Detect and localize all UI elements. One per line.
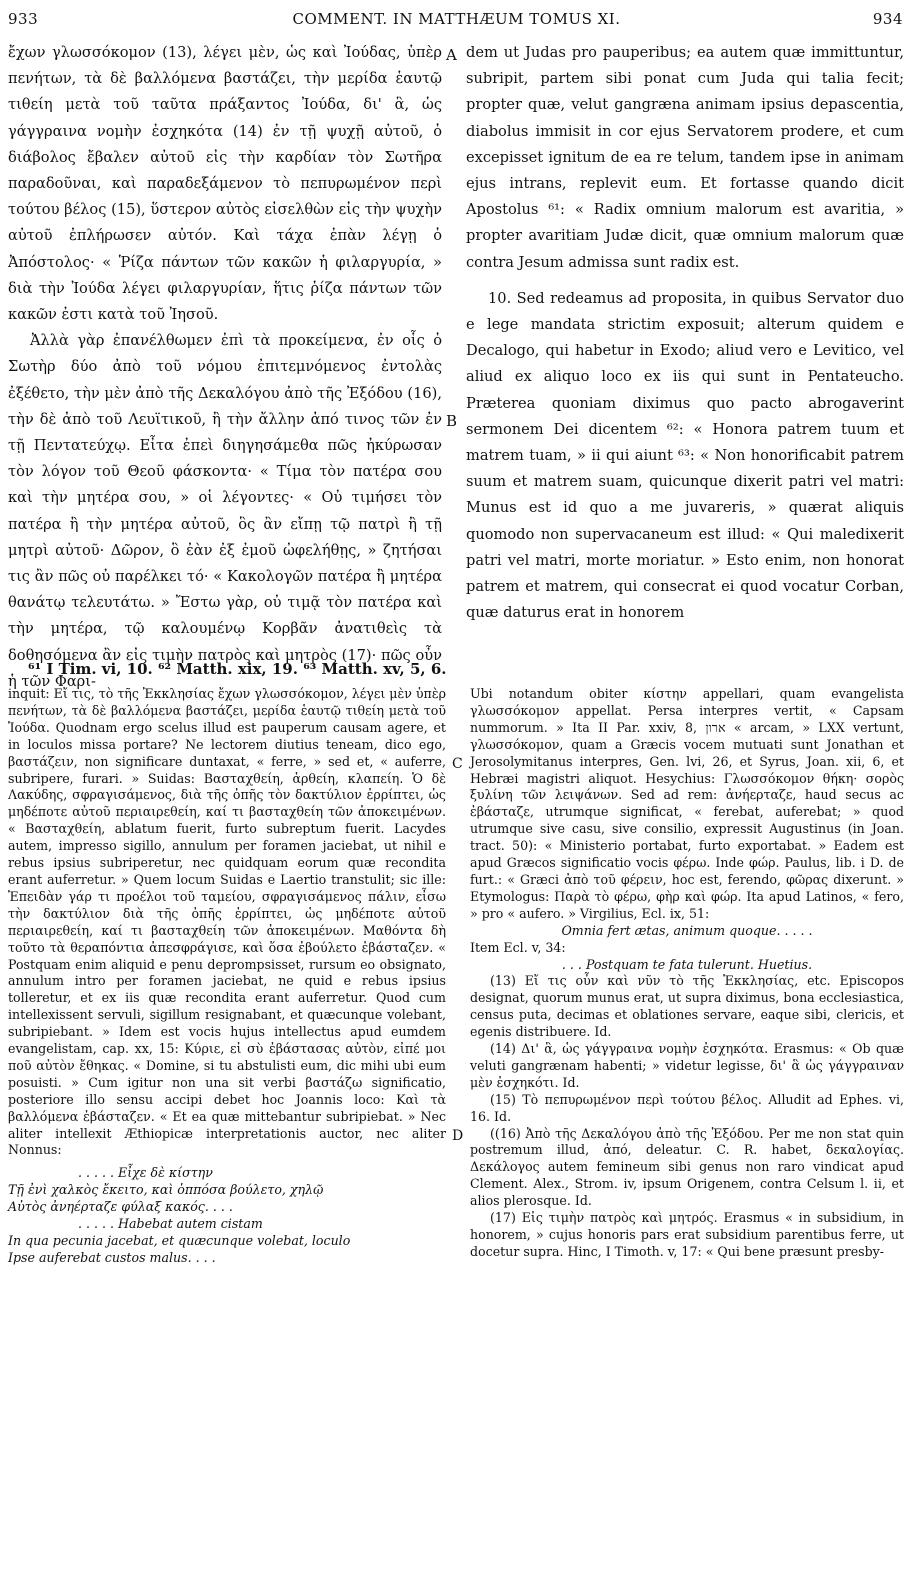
- verse-line: Τῇ ἐνὶ χαλκὸς ἔκειτο, καὶ ὁππόσα βούλετο, χηλῷ: [8, 1182, 324, 1198]
- page-number-left: 933: [8, 10, 39, 28]
- margin-marker-c: C: [452, 756, 463, 772]
- note-paragraph: inquit: Εἴ τις, τὸ τῆς Ἐκκλησίας ἔχων γλωσσόκομον, λέγει μὲν ὑπὲρ πενήτων, τὰ δὲ βαλλόμενα βαστάζει, μερίδα ἑαυτῷ τιθείη μετὰ τοῦ Ἰούδα. Quodnam ergo scelus illud est pauperum causam agere, et in loculos missa portare? Ne lectorem diutius teneam, dico ego, βαστάζειν, non significare duntaxat, « ferre, » sed et, « auferre, subripere, furari. » Suidas: Βασταχθείη, ἀρθείη, κλαπείη. Ὁ δὲ Λακύδης, σφραγισάμενος, διὰ τῆς ὀπῆς τὸν δακτύλιον ἐρρίπτει, ὡς μηδέποτε αὐτοῦ περιαιρεθείη, καί τι βασταχθείη τῶν ἀποκειμένων. « Βασταχθείη, ablatum fuerit, furto subreptum fuerit. Lacydes autem, impresso sigillo, annulum per foramen jaciebat, ut nihil e rebus ipsius subriperetur, nec quidquam eorum quæ recondita erant auferretur. » Quem locum Suidas e Laertio transtulit; sic ille: Ἐπειδὰν γάρ τι προέλοι τοῦ ταμείου, σφραγισάμενος πάλιν, εἶσω τὴν δακτύλιον διὰ τῆς ὀπῆς ἐρρίπτει, ὡς μηδέποτε αὐτοῦ περιαιρεθείη, καί τι βασταχθείη τῶν ἀποκειμένων. Μαθόντα δὴ τοῦτο τὰ θεραπόντια ἀπεσφράγισε, καὶ ὅσα ἐβούλετο ἐβάσταζεν. « Postquam enim aliquid e penu deprompsisset, rursum eo obsignato, annulum intro per foramen jaciebat, ne quid e rebus ipsius tolleretur, et ex iis quæ recondita erant auferretur. Quod cum intellexissent servuli, sigillum resignabant, et quæcunque volebant, subripiebant. » Idem est vocis hujus intellectus apud eumdem evangelistam, cap. xx, 15: Κύριε, εἰ σὺ ἐβάστασας αὐτὸν, εἰπέ μοι ποῦ αὐτὸν ἔθηκας. « Domine, si tu abstulisti eum, dic mihi ubi eum posuisti. » Cum igitur non una sit verbi βαστάζω significatio, posteriore illo sensu accipi debet hoc Joannis loco: Καὶ τὰ βαλλόμενα ἐβάσταζεν. « Et ea quæ mittebantur subripiebat. » Nec aliter intellexit Æthiopicæ interpretationis auctor, nec aliter Nonnus:: [8, 686, 446, 1158]
- note-paragraph: ((16) Ἀπὸ τῆς Δεκαλόγου ἀπὸ τῆς Ἐξόδου. Per me non stat quin postremum illud, ἀπό, deleatur. C. R. habet, δεκαλογίας. Δεκάλογος autem femineum sibi genus non raro vindicat apud Clement. Alex., Strom. iv, ipsum Origenem, contra Celsum l. ii, et alios plerosque. Id.: [470, 1125, 904, 1209]
- verse-intro: . . . . . Habebat autem cistam: [78, 1216, 263, 1232]
- verse-line: Ipse auferebat custos malus. . . .: [8, 1249, 216, 1265]
- note-paragraph: (17) Εἰς τιμὴν πατρὸς καὶ μητρός. Erasmus « in subsidium, in honorem, » cujus honoris pars erat subsidium parentibus ferre, ut docetur supra. Hinc, I Timoth. v, 17: « Qui bene præsunt presby-: [470, 1210, 904, 1259]
- notes-column-right: [470, 686, 904, 1261]
- margin-marker-b: B: [446, 412, 458, 430]
- notes-column-left: [8, 686, 446, 1267]
- scripture-footnotes: ⁶¹ I Tim. vi, 10. ⁶² Matth. xix, 19. ⁶³ Matth. xv, 5, 6.: [28, 660, 447, 678]
- note-paragraph: (13) Εἴ τις οὖν καὶ νῦν τὸ τῆς Ἐκκλησίας, etc. Episcopos designat, quorum munus erat, ut supra diximus, bona ecclesiastica, census puta, decimas et oblationes servare, eaque sibi, clericis, et egenis distribuere. Id.: [470, 973, 904, 1040]
- verse-line: Αὐτὸς ἀνηέρταζε φύλαξ κακός. . . .: [8, 1199, 233, 1215]
- note-text: Item Ecl. v, 34:: [470, 939, 566, 955]
- running-title: COMMENT. IN MATTHÆUM TOMUS XI.: [292, 10, 621, 28]
- page-header: [0, 10, 913, 32]
- verse-line: Omnia fert ætas, animum quoque. . . . .: [561, 922, 813, 938]
- note-paragraph: (15) Τὸ πεπυρωμένον περὶ τούτου βέλος. Alludit ad Ephes. vi, 16. Id.: [470, 1091, 904, 1124]
- note-paragraph: Ubi notandum obiter κίστην appellari, quam evangelista γλωσσόκομον appellat. Persa interpres vertit, « Capsam nummorum. » Ita II Par. xxiv, 8, ארון « arcam, » LXX vertunt, γλωσσόκομον, quam a Græcis vocem mutuati sunt Jonathan et Jerosolymitanus interpres, Gen. lvi, 26, et Syrus, Joan. xii, 6, et Hebræi magistri aliquot. Hesychius: Γλωσσόκομον θήκη· σορὸς ξυλίνη τῶν λειψάνων. Sed ad rem: ἀνήερταζε, haud secus ac ἐβάσταζε, utrumque significat, « ferebat, auferebat; » quod utrumque sive casu, sive consilio, expressit Augustinus (in Joan. tract. 50): « Ministerio portabat, furto exportabat. » Eadem est apud Græcos significatio vocis φέρω. Inde φώρ. Paulus, lib. i D. de furt.: « Græci ἀπὸ τοῦ φέρειν, hoc est, ferendo, φῶρας dixerunt. » Etymologus: Παρὰ τὸ φέρω, φὴρ καὶ φώρ. Ita apud Latinos, « fero, » pro « aufero. » Virgilius, Ecl. ix, 51:: [470, 686, 904, 921]
- greek-text-column: [8, 40, 442, 695]
- margin-marker-a: A: [446, 46, 457, 64]
- margin-marker-d: D: [452, 1128, 464, 1144]
- verse-intro: . . . . . Εἶχε δὲ κίστην: [78, 1165, 213, 1181]
- verse-line: . . . Postquam te fata tulerunt. Huetius.: [561, 956, 813, 972]
- latin-text-column: [466, 40, 904, 626]
- greek-paragraph: Ἀλλὰ γὰρ ἐπανέλθωμεν ἐπὶ τὰ προκείμενα, ἐν οἷς ὁ Σωτὴρ δύο ἀπὸ τοῦ νόμου ἐπιτεμνόμενος ἐντολὰς ἐξέθετο, τὴν μὲν ἀπὸ τῆς Δεκαλόγου ἀπὸ τῆς Ἐξόδου (16), τὴν δὲ ἀπὸ τοῦ Λευϊτικοῦ, ἢ τὴν ἄλλην ἀπό τινος τῶν ἐν τῇ Πεντατεύχῳ. Εἶτα ἐπεὶ διηγησάμεθα πῶς ἠκύρωσαν τὸν λόγον τοῦ Θεοῦ φάσκοντα· « Τίμα τὸν πατέρα σου καὶ τὴν μητέρα σου, » οἱ λέγοντες· « Οὐ τιμήσει τὸν πατέρα ἢ τὴν μητέρα αὐτοῦ, ὃς ἂν εἴπῃ τῷ πατρὶ ἢ τῇ μητρὶ αὐτοῦ· Δῶρον, ὃ ἐὰν ἐξ ἐμοῦ ὠφελήθῃς, » ζητήσαι τις ἂν πῶς οὐ παρέλκει τό· « Κακολογῶν πατέρα ἢ μητέρα θανάτῳ τελευτάτω. » Ἔστω γὰρ, οὐ τιμᾷ τὸν πατέρα καὶ τὴν μητέρα, τῷ καλουμένῳ Κορβᾶν ἀνατιθεὶς τὰ δοθησόμενα ἂν εἰς τιμὴν πατρὸς καὶ μητρὸς (17)· πῶς οὖν ἡ τῶν Φαρι-: [8, 332, 442, 690]
- verse-line: In qua pecunia jacebat, et quæcunque volebat, loculo: [8, 1233, 351, 1248]
- greek-paragraph: ἔχων γλωσσόκομον (13), λέγει μὲν, ὡς καὶ Ἰούδας, ὑπὲρ πενήτων, τὰ δὲ βαλλόμενα βαστάζει, τὴν μερίδα ἑαυτῷ τιθείη μετὰ τοῦ ταῦτα πράξαντος Ἰούδα, δι' ἃ, ὡς γάγγραινα νομὴν ἐσχηκότα (14) ἐν τῇ ψυχῇ αὐτοῦ, ὁ διάβολος ἔβαλεν αὐτοῦ εἰς τὴν καρδίαν τὸν Σωτῆρα παραδοῦναι, καὶ παραδεξάμενον τὸ πεπυρωμένον περὶ τούτου βέλος (15), ὕστερον αὐτὸς εἰσελθὼν εἰς τὴν ψυχὴν αὐτοῦ ἐπλήρωσεν αὐτόν. Καὶ τάχα ἐπὰν λέγῃ ὁ Ἀπόστολος· « Ῥίζα πάντων τῶν κακῶν ἡ φιλαργυρία, » διὰ τὴν Ἰούδα λέγει φιλαργυρίαν, ἥτις ῥίζα πάντων τῶν κακῶν ἐστι κατὰ τοῦ Ἰησοῦ.: [8, 44, 442, 324]
- note-paragraph: (14) Δι' ἃ, ὡς γάγγραινα νομὴν ἐσχηκότα. Erasmus: « Ob quæ veluti gangrænam habenti; » videtur legisse, δι' ἃ ὡς γάγγραιναν μὲν ἐσχηκότι. Id.: [470, 1041, 904, 1090]
- latin-paragraph: dem ut Judas pro pauperibus; ea autem quæ immittuntur, subripit, partem sibi ponat cum Juda qui talia fecit; propter quæ, velut gangræna animam ipsius depascentia, diabolus immisit in cor ejus Servatorem prodere, et cum excepisset ignitum de ea re telum, tandem ipse in animam ejus intrans, replevit eum. Et fortasse quando dicit Apostolus ⁶¹: « Radix omnium malorum est avaritia, » propter avaritiam Judæ dicit, quæ omnium malorum quæ contra Jesum admissa sunt radix est.: [466, 44, 904, 271]
- latin-paragraph: 10. Sed redeamus ad proposita, in quibus Servator duo e lege mandata strictim exposuit; alterum quidem e Decalogo, qui habetur in Exodo; aliud vero e Levitico, vel aliud ex aliquo loco ex iis qui sunt in Pentateucho. Præterea quoniam diximus quo pacto abrogaverint sermonem Dei dicentem ⁶²: « Honora patrem tuum et matrem tuam, » ii qui aiunt ⁶³: « Non honorificabit patrem suum et matrem suam, quicunque dixerit patri vel matri: Munus est id quo a me juvareris, » quærat aliquis quomodo non supervacaneum est illud: « Qui maledixerit patri vel matri, morte moriatur. » Esto enim, non honorat patrem et matrem, qui consecrat ei quod vocatur Corban, quæ daturus erat in honorem: [466, 289, 904, 622]
- page-number-right: 934: [872, 10, 903, 28]
